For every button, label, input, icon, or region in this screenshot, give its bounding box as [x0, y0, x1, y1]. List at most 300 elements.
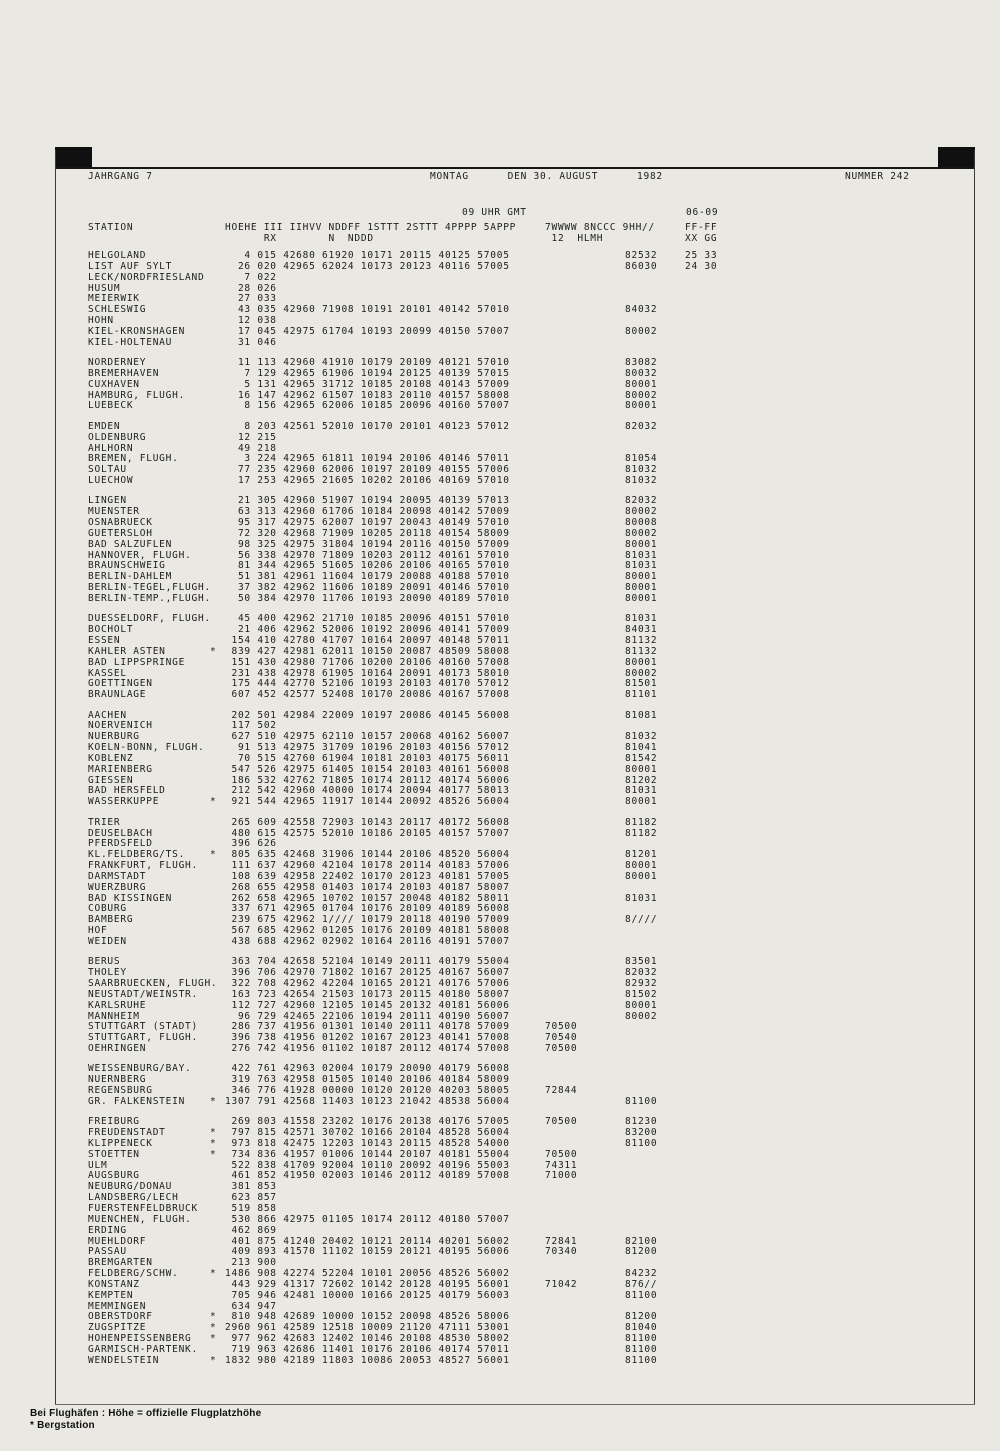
station-group	[88, 251, 968, 349]
wind-extreme-value	[685, 507, 968, 518]
wind-extreme-value	[685, 839, 968, 850]
table-row	[88, 926, 968, 937]
wind-extreme-value	[685, 327, 968, 338]
station-name: BRAUNLAGE	[88, 689, 147, 701]
weather-group-value	[545, 1258, 625, 1269]
wind-extreme-value	[685, 380, 968, 391]
obs-values: 17 045 42975 61704 10193 20099 40150 57007	[225, 325, 510, 337]
obs-values: 11 113 42960 41910 10179 20109 40121 57010	[225, 357, 510, 369]
wind-extreme-value	[685, 990, 968, 1001]
wind-extreme-value	[685, 850, 968, 861]
bergstation-marker	[210, 829, 225, 840]
cloud-group-value	[625, 926, 685, 937]
bergstation-marker	[210, 776, 225, 787]
station-name: LUEBECK	[88, 400, 134, 412]
station-name: BAD KISSINGEN	[88, 892, 173, 904]
wind-extreme-value	[685, 422, 968, 433]
bergstation-marker	[210, 1291, 225, 1302]
cloud-group-value: 81182	[625, 827, 658, 839]
weather-group-value	[545, 422, 625, 433]
cloud-group-value: 81032	[625, 475, 658, 487]
table-row	[88, 1291, 968, 1302]
cloud-group-value: 81201	[625, 849, 658, 861]
weather-group-value	[545, 540, 625, 551]
obs-values: 480 615 42575 52010 10186 20105 40157 57007	[225, 827, 510, 839]
weather-group-value	[545, 1097, 625, 1108]
weather-group-value	[545, 1193, 625, 1204]
bergstation-marker	[210, 669, 225, 680]
weather-group-value	[545, 990, 625, 1001]
wind-extreme-value	[685, 904, 968, 915]
cloud-group-value: 81031	[625, 785, 658, 797]
cloud-group-value: 80002	[625, 325, 658, 337]
col-header-ff: FF-FF	[685, 222, 718, 233]
weather-group-value	[545, 979, 625, 990]
wind-extreme-value	[685, 294, 968, 305]
wind-extreme-value	[685, 721, 968, 732]
station-group	[88, 614, 968, 701]
station-name: HELGOLAND	[88, 250, 147, 261]
col-header-station: STATION	[88, 222, 134, 233]
cloud-group-value: 84232	[625, 1268, 658, 1280]
station-group	[88, 496, 968, 604]
bergstation-marker	[210, 465, 225, 476]
cloud-group-value: 81032	[625, 731, 658, 743]
table-row	[88, 1171, 968, 1182]
wind-extreme-value	[685, 1012, 968, 1023]
obs-values: 91 513 42975 31709 10196 20103 40156 57012	[225, 742, 510, 754]
wind-extreme-value	[685, 594, 968, 605]
table-row	[88, 1139, 968, 1150]
station-name: MARIENBERG	[88, 763, 153, 775]
bergstation-marker: *	[210, 1311, 217, 1323]
wind-extreme-value	[685, 872, 968, 883]
table-row	[88, 369, 968, 380]
bergstation-marker	[210, 316, 225, 327]
obs-values: 77 235 42960 62006 10197 20109 40155 57006	[225, 464, 510, 476]
wind-extreme-value	[685, 968, 968, 979]
weather-group-value	[545, 669, 625, 680]
station-name: HUSUM	[88, 282, 121, 294]
weather-group-value	[545, 358, 625, 369]
table-row	[88, 904, 968, 915]
bergstation-marker	[210, 614, 225, 625]
table-row	[88, 937, 968, 948]
table-row	[88, 1193, 968, 1204]
station-name: NEUSTADT/WEINSTR.	[88, 988, 198, 1000]
obs-values: 7 129 42965 61906 10194 20125 40139 57015	[225, 367, 510, 379]
obs-values: 202 501 42984 22009 10197 20086 40145 56008	[225, 709, 510, 721]
bergstation-marker	[210, 1001, 225, 1012]
weather-group-value	[545, 818, 625, 829]
weather-group-value	[545, 369, 625, 380]
wind-extreme-value	[685, 658, 968, 669]
bergstation-marker	[210, 401, 225, 412]
bergstation-marker	[210, 1064, 225, 1075]
table-row	[88, 1161, 968, 1172]
bergstation-marker	[210, 391, 225, 402]
station-name: NORDERNEY	[88, 357, 147, 369]
cloud-group-value: 84032	[625, 304, 658, 316]
bergstation-marker	[210, 732, 225, 743]
cloud-group-value: 82100	[625, 1235, 658, 1247]
obs-values: 396 626	[225, 838, 277, 850]
table-row	[88, 1097, 968, 1108]
wind-extreme-value	[685, 540, 968, 551]
cloud-group-value	[625, 1182, 685, 1193]
obs-values: 37 382 42962 11606 10189 20091 40146 57010	[225, 582, 510, 594]
station-name: BREMERHAVEN	[88, 367, 160, 379]
cloud-group-value: 80001	[625, 860, 658, 872]
obs-values: 443 929 41317 72602 10142 20128 40195 56001	[225, 1278, 510, 1290]
weather-group-value	[545, 284, 625, 295]
bergstation-marker	[210, 872, 225, 883]
weather-group-value	[545, 583, 625, 594]
weather-group-value: 70500	[545, 1116, 578, 1128]
weather-group-value	[545, 380, 625, 391]
cloud-group-value: 81031	[625, 549, 658, 561]
table-row	[88, 625, 968, 636]
cloud-group-value: 84031	[625, 624, 658, 636]
bergstation-marker: *	[210, 1268, 217, 1280]
col-subheader-obs: RX N NDDD	[225, 233, 374, 244]
weather-group-value	[545, 1345, 625, 1356]
table-row	[88, 572, 968, 583]
obs-values: 1486 908 42274 52204 10101 20056 48526 56002	[225, 1268, 510, 1280]
obs-values: 547 526 42975 61405 10154 20103 40161 56008	[225, 763, 510, 775]
wind-extreme-value	[685, 743, 968, 754]
weather-group-value	[545, 444, 625, 455]
weather-group-value: 71000	[545, 1170, 578, 1182]
table-row	[88, 647, 968, 658]
obs-values: 409 893 41570 11102 10159 20121 40195 56006	[225, 1246, 510, 1258]
table-row	[88, 679, 968, 690]
bergstation-marker: *	[210, 849, 217, 861]
obs-values: 70 515 42760 61904 10181 20103 40175 56011	[225, 752, 510, 764]
station-name: DUESSELDORF, FLUGH.	[88, 613, 211, 625]
cloud-group-value: 81501	[625, 678, 658, 690]
weather-group-value	[545, 262, 625, 273]
wind-extreme-value	[685, 1291, 968, 1302]
scan-corner-mark-right	[938, 147, 975, 169]
obs-time-label: 09 UHR GMT	[462, 207, 527, 218]
obs-values: 12 038	[225, 315, 277, 327]
bergstation-marker	[210, 476, 225, 487]
obs-values: 96 729 42465 22106 10194 20111 40190 56007	[225, 1010, 510, 1022]
obs-values: 381 853	[225, 1181, 277, 1193]
obs-values: 973 818 42475 12203 10143 20115 48528 54000	[225, 1137, 510, 1149]
wind-extreme-value	[685, 711, 968, 722]
obs-values: 810 948 42689 10000 10152 20098 48526 58006	[225, 1311, 510, 1323]
cloud-group-value	[625, 1075, 685, 1086]
station-name: BERLIN-TEGEL,FLUGH.	[88, 582, 211, 594]
wind-extreme-value	[685, 679, 968, 690]
table-row	[88, 454, 968, 465]
bergstation-marker: *	[210, 796, 217, 808]
station-name: KIEL-HOLTENAU	[88, 336, 173, 348]
bergstation-marker	[210, 507, 225, 518]
obs-values: 186 532 42762 71805 10174 20112 40174 56006	[225, 774, 510, 786]
bergstation-marker	[210, 561, 225, 572]
footnotes	[30, 1408, 261, 1432]
cloud-group-value	[625, 883, 685, 894]
bergstation-marker: *	[210, 1137, 217, 1149]
weather-group-value	[545, 1128, 625, 1139]
station-name: ZUGSPITZE	[88, 1322, 147, 1334]
weather-group-value	[545, 294, 625, 305]
table-row	[88, 1075, 968, 1086]
cloud-group-value: 80001	[625, 763, 658, 775]
obs-values: 567 685 42962 01205 10176 20109 40181 58008	[225, 925, 510, 937]
station-name: BERUS	[88, 956, 121, 968]
obs-values: 839 427 42981 62011 10150 20087 48509 58008	[225, 645, 510, 657]
wind-extreme-value	[685, 1258, 968, 1269]
cloud-group-value: 80001	[625, 571, 658, 583]
cloud-group-value	[625, 1150, 685, 1161]
cloud-group-value	[625, 273, 685, 284]
station-name: DARMSTADT	[88, 870, 147, 882]
table-row	[88, 273, 968, 284]
frame-bottom-border	[55, 1404, 975, 1405]
weather-group-value	[545, 690, 625, 701]
table-row	[88, 338, 968, 349]
weather-group-value	[545, 496, 625, 507]
weather-group-value	[545, 1215, 625, 1226]
cloud-group-value: 81054	[625, 453, 658, 465]
station-name: WUERZBURG	[88, 881, 147, 893]
weather-group-value: 72841	[545, 1235, 578, 1247]
station-name: DEUSELBACH	[88, 827, 153, 839]
station-name: WENDELSTEIN	[88, 1354, 160, 1366]
wind-extreme-value	[685, 754, 968, 765]
obs-values: 117 502	[225, 720, 277, 732]
obs-values: 26 020 42965 62024 10173 20123 40116 57005	[225, 260, 510, 272]
table-row	[88, 1334, 968, 1345]
cloud-group-value: 81100	[625, 1343, 658, 1355]
obs-values: 63 313 42960 61706 10184 20098 40142 57009	[225, 506, 510, 518]
weather-group-value	[545, 711, 625, 722]
obs-values: 346 776 41928 00000 10120 20120 40203 58005	[225, 1085, 510, 1097]
wind-extreme-value	[685, 561, 968, 572]
cloud-group-value: 80001	[625, 378, 658, 390]
weather-group-value	[545, 614, 625, 625]
table-row	[88, 754, 968, 765]
bergstation-marker	[210, 937, 225, 948]
station-name: KEMPTEN	[88, 1289, 134, 1301]
wind-extreme-value	[685, 1171, 968, 1182]
station-name: GIESSEN	[88, 774, 134, 786]
obs-values: 268 655 42958 01403 10174 20103 40187 58007	[225, 881, 510, 893]
obs-values: 12 215	[225, 431, 277, 443]
table-row	[88, 872, 968, 883]
col-header-obs: HOEHE III IIHVV NDDFF 1STTT 2STTT 4PPPP 5APPP	[225, 222, 517, 233]
station-group	[88, 1064, 968, 1107]
bergstation-marker	[210, 433, 225, 444]
wind-extreme-value	[685, 1247, 968, 1258]
wind-extreme-value	[685, 1356, 968, 1367]
station-name: AACHEN	[88, 709, 127, 721]
weather-group-value: 70500	[545, 1043, 578, 1055]
weather-group-value	[545, 754, 625, 765]
cloud-group-value	[625, 284, 685, 295]
station-name: STUTTGART, FLUGH.	[88, 1032, 198, 1044]
station-name: ERDING	[88, 1224, 127, 1236]
bergstation-marker	[210, 1182, 225, 1193]
table-row	[88, 1128, 968, 1139]
station-name: GUETERSLOH	[88, 527, 153, 539]
weather-group-value	[545, 968, 625, 979]
wind-extreme-value	[685, 583, 968, 594]
cloud-group-value: 80001	[625, 400, 658, 412]
weather-group-value	[545, 1001, 625, 1012]
weather-group-value	[545, 1064, 625, 1075]
table-row	[88, 1064, 968, 1075]
station-name: NUERBURG	[88, 731, 140, 743]
weather-group-value	[545, 391, 625, 402]
cloud-group-value: 81100	[625, 1289, 658, 1301]
station-name: WASSERKUPPE	[88, 796, 160, 808]
cloud-group-value	[625, 1161, 685, 1172]
obs-values: 45 400 42962 21710 10185 20096 40151 57010	[225, 613, 510, 625]
weather-group-value	[545, 1356, 625, 1367]
obs-values: 623 857	[225, 1192, 277, 1204]
weather-group-value	[545, 594, 625, 605]
station-name: AUGSBURG	[88, 1170, 140, 1182]
weather-group-value	[545, 636, 625, 647]
cloud-group-value: 83501	[625, 956, 658, 968]
wind-extreme-value	[685, 1150, 968, 1161]
weather-group-value	[545, 561, 625, 572]
cloud-group-value: 80001	[625, 796, 658, 808]
wind-extreme-value	[685, 1097, 968, 1108]
table-row	[88, 444, 968, 455]
wind-extreme-value	[685, 1128, 968, 1139]
wind-extreme-value	[685, 518, 968, 529]
station-name: SAARBRUECKEN, FLUGH.	[88, 977, 218, 989]
wind-extreme-value	[685, 1323, 968, 1334]
table-row	[88, 1258, 968, 1269]
station-group	[88, 1117, 968, 1366]
table-row	[88, 711, 968, 722]
wind-extreme-value	[685, 1269, 968, 1280]
obs-values: 7 022	[225, 271, 277, 283]
station-name: HOHENPEISSENBERG	[88, 1333, 192, 1345]
table-row	[88, 957, 968, 968]
cloud-group-value: 81081	[625, 709, 658, 721]
weather-group-value	[545, 926, 625, 937]
obs-values: 56 338 42970 71809 10203 20112 40161 57010	[225, 549, 510, 561]
obs-values: 462 869	[225, 1224, 277, 1236]
cloud-group-value: 81100	[625, 1333, 658, 1345]
station-name: LANDSBERG/LECH	[88, 1192, 179, 1204]
bergstation-marker	[210, 1161, 225, 1172]
cloud-group-value: 82032	[625, 495, 658, 507]
station-name: KASSEL	[88, 667, 127, 679]
cloud-group-value	[625, 433, 685, 444]
wind-extreme-value	[685, 273, 968, 284]
table-row	[88, 316, 968, 327]
bergstation-marker	[210, 251, 225, 262]
obs-values: 276 742 41956 01102 10187 20112 40174 57008	[225, 1043, 510, 1055]
obs-values: 1832 980 42189 11803 10086 20053 48527 56001	[225, 1354, 510, 1366]
wind-extreme-value	[685, 829, 968, 840]
wind-extreme-value	[685, 1064, 968, 1075]
cloud-group-value: 82932	[625, 977, 658, 989]
table-row	[88, 1237, 968, 1248]
obs-values: 112 727 42960 12105 10145 20132 40181 56006	[225, 999, 510, 1011]
station-name: KL.FELDBERG/TS.	[88, 849, 186, 861]
station-name: PASSAU	[88, 1246, 127, 1258]
wind-extreme-value	[685, 476, 968, 487]
obs-values: 239 675 42962 1//// 10179 20118 40190 57009	[225, 914, 510, 926]
obs-values: 319 763 42958 01505 10140 20106 40184 58009	[225, 1074, 510, 1086]
table-row	[88, 979, 968, 990]
weather-group-value	[545, 1302, 625, 1313]
weather-group-value	[545, 797, 625, 808]
table-row	[88, 358, 968, 369]
obs-values: 163 723 42654 21503 10173 20115 40180 58007	[225, 988, 510, 1000]
weather-group-value	[545, 433, 625, 444]
cloud-group-value	[625, 1215, 685, 1226]
cloud-group-value: 81132	[625, 635, 658, 646]
wind-extreme-value	[685, 316, 968, 327]
table-row	[88, 1280, 968, 1291]
obs-values: 1307 791 42568 11403 10123 21042 48538 56004	[225, 1095, 510, 1107]
wind-extreme-value	[685, 338, 968, 349]
bergstation-marker	[210, 1247, 225, 1258]
bergstation-marker	[210, 721, 225, 732]
wind-extreme-value	[685, 284, 968, 295]
bergstation-marker	[210, 861, 225, 872]
bergstation-marker	[210, 369, 225, 380]
cloud-group-value: 83200	[625, 1127, 658, 1139]
station-name: THOLEY	[88, 967, 127, 979]
station-group	[88, 711, 968, 809]
bergstation-marker	[210, 529, 225, 540]
station-name: BOCHOLT	[88, 624, 134, 636]
obs-values: 2960 961 42589 12518 10009 21120 47111 53001	[225, 1322, 510, 1334]
wind-extreme-value	[685, 1280, 968, 1291]
obs-values: 50 384 42970 11706 10193 20090 40189 57010	[225, 592, 510, 604]
cloud-group-value: 81031	[625, 892, 658, 904]
bergstation-marker: *	[210, 1148, 217, 1160]
scan-corner-mark-left	[55, 147, 92, 169]
bergstation-marker	[210, 1215, 225, 1226]
station-name: MEIERWIK	[88, 293, 140, 305]
station-name: BRAUNSCHWEIG	[88, 560, 166, 572]
cloud-group-value: 81200	[625, 1311, 658, 1323]
col-subheader-wx: 12 HLMH	[545, 233, 604, 244]
table-row	[88, 540, 968, 551]
table-row	[88, 391, 968, 402]
table-row	[88, 583, 968, 594]
bergstation-marker: *	[210, 1354, 217, 1366]
obs-values: 977 962 42683 12402 10146 20108 48530 58002	[225, 1333, 510, 1345]
obs-values: 49 218	[225, 442, 277, 454]
cloud-group-value: 80001	[625, 538, 658, 550]
wind-extreme-value	[685, 1302, 968, 1313]
weather-group-value	[545, 401, 625, 412]
obs-values: 734 836 41957 01006 10144 20107 40181 55004	[225, 1148, 510, 1160]
wind-extreme-value	[685, 1022, 968, 1033]
station-name: FELDBERG/SCHW.	[88, 1268, 179, 1280]
wind-extreme-value	[685, 690, 968, 701]
station-name: LECK/NORDFRIESLAND	[88, 271, 205, 283]
cloud-group-value: 80002	[625, 527, 658, 539]
obs-values: 627 510 42975 62110 10157 20068 40162 56007	[225, 731, 510, 743]
table-row	[88, 1215, 968, 1226]
weather-group-value	[545, 1204, 625, 1215]
